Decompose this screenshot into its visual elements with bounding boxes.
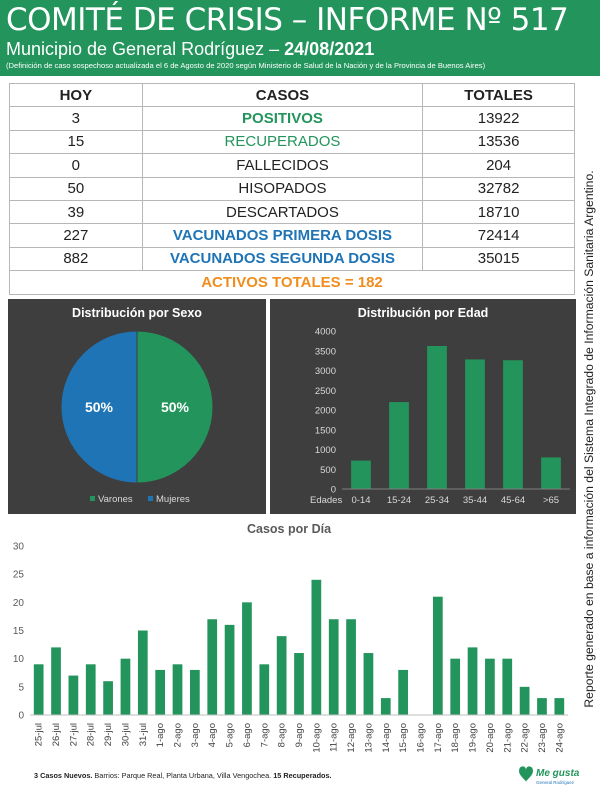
- case-label: FALLECIDOS: [142, 154, 423, 177]
- y-tick-label: 15: [12, 626, 24, 637]
- bar-0-14: [351, 461, 371, 489]
- activos-row: [10, 271, 575, 294]
- report-date: 24/08/2021: [284, 39, 375, 59]
- daily-summary: [34, 771, 332, 780]
- x-tick-label: 21-ago: [502, 723, 514, 753]
- bar-9-ago: [294, 653, 304, 715]
- y-tick-label: 0: [18, 710, 24, 722]
- x-tick-label: 17-ago: [432, 723, 444, 753]
- bar-10-ago: [311, 580, 321, 715]
- cases-table: [9, 83, 575, 295]
- x-tick-label: 28-jul: [85, 723, 97, 747]
- logo-main-text: Me gusta: [536, 768, 580, 779]
- y-tick-label: 1000: [314, 445, 336, 456]
- report-subtitle: [6, 38, 374, 60]
- y-tick-label: 5: [18, 682, 24, 694]
- bar-19-ago: [468, 647, 478, 715]
- x-tick-label: 16-ago: [415, 723, 427, 753]
- table-row: [10, 107, 575, 130]
- total-value: 72414: [423, 224, 575, 247]
- x-tick-label: 23-ago: [536, 723, 548, 753]
- hoy-value: 3: [10, 107, 143, 130]
- x-tick-label: 15-ago: [398, 723, 410, 753]
- hoy-value: 882: [10, 247, 143, 270]
- sex-chart-title: Distribución por Sexo: [72, 306, 202, 320]
- bar-30-jul: [121, 659, 131, 715]
- total-value: 18710: [423, 200, 575, 223]
- y-tick-label: 2500: [314, 385, 336, 397]
- total-value: 204: [423, 154, 575, 177]
- bar-22-ago: [520, 687, 530, 715]
- daily-y-axis: [13, 542, 25, 722]
- table-row: [10, 130, 575, 153]
- x-tick-label: 22-ago: [519, 723, 531, 753]
- hoy-value: 39: [10, 200, 143, 223]
- x-tick-label: 35-44: [462, 495, 488, 506]
- sex-distribution-panel: [8, 299, 266, 514]
- bar-21-ago: [502, 659, 512, 715]
- daily-bars: [34, 580, 564, 715]
- bar-6-ago: [242, 602, 252, 715]
- x-tick-label: 14-ago: [380, 723, 392, 753]
- bar-24-ago: [554, 698, 564, 715]
- pie-slices: [61, 331, 213, 483]
- bar-17-ago: [433, 597, 443, 715]
- report-title: COMITÉ DE CRISIS – INFORME Nº 517: [6, 2, 569, 38]
- x-tick-label: 25-jul: [33, 723, 45, 747]
- header-casos: CASOS: [142, 84, 423, 107]
- bar-5-ago: [225, 625, 235, 715]
- municipality-label: Municipio de General Rodríguez –: [6, 39, 285, 59]
- bar-12-ago: [346, 619, 356, 715]
- x-tick-label: 18-ago: [450, 723, 462, 753]
- y-tick-label: 10: [12, 654, 24, 666]
- bar-29-jul: [103, 681, 113, 715]
- header-totales: TOTALES: [423, 84, 575, 107]
- case-label: RECUPERADOS: [142, 130, 423, 153]
- bar-3-ago: [190, 670, 200, 715]
- new-cases-text: 3 Casos Nuevos.: [34, 771, 93, 780]
- x-tick-label: 24-ago: [554, 723, 566, 753]
- source-side-note: [578, 86, 600, 792]
- heart-icon: [519, 766, 533, 782]
- daily-chart-title: Casos por Día: [246, 522, 332, 536]
- heart-logo-icon: [512, 762, 580, 794]
- x-tick-label: 30-jul: [120, 723, 132, 747]
- header-hoy: HOY: [10, 84, 143, 107]
- legend-label: Varones: [98, 494, 133, 505]
- age-chart-title: Distribución por Edad: [357, 306, 489, 320]
- age-bar-chart: [270, 299, 576, 514]
- x-tick-label: 27-jul: [68, 723, 80, 747]
- bar-18-ago: [450, 659, 460, 715]
- y-tick-label: 500: [320, 464, 336, 476]
- total-value: 13922: [423, 107, 575, 130]
- bar-27-jul: [69, 676, 79, 715]
- bar-45-64: [503, 360, 523, 489]
- bar-13-ago: [364, 653, 374, 715]
- bar-25-34: [427, 346, 447, 489]
- bar-15-ago: [398, 670, 408, 715]
- daily-x-axis: [30, 715, 568, 753]
- y-tick-label: 20: [12, 597, 24, 609]
- case-label: POSITIVOS: [142, 107, 423, 130]
- x-tick-label: 1-ago: [155, 723, 167, 748]
- bar-1-ago: [155, 670, 165, 715]
- bar-2-ago: [173, 664, 183, 715]
- table-row: [10, 177, 575, 200]
- x-tick-label: 29-jul: [103, 723, 115, 747]
- x-tick-label: >65: [542, 495, 560, 506]
- x-tick-label: 26-jul: [51, 723, 63, 747]
- age-x-axis-title: Edades: [310, 495, 343, 506]
- legend-label: Mujeres: [156, 494, 190, 505]
- table-row: [10, 224, 575, 247]
- total-value: 35015: [423, 247, 575, 270]
- case-label: VACUNADOS SEGUNDA DOSIS: [142, 247, 423, 270]
- bar->65: [541, 457, 561, 489]
- y-tick-label: 2000: [314, 405, 336, 417]
- cases-table-body: [10, 107, 575, 271]
- x-tick-label: 7-ago: [259, 723, 271, 748]
- x-tick-label: 13-ago: [363, 723, 375, 753]
- table-row: [10, 247, 575, 270]
- total-value: 13536: [423, 130, 575, 153]
- pie-slice-label: 50%: [84, 399, 114, 415]
- bar-20-ago: [485, 659, 495, 715]
- x-tick-label: 11-ago: [328, 723, 340, 752]
- x-tick-label: 5-ago: [224, 723, 236, 748]
- activos-totales: ACTIVOS TOTALES = 182: [10, 271, 575, 294]
- age-x-axis: [310, 489, 570, 506]
- bar-35-44: [465, 359, 485, 489]
- bar-31-jul: [138, 631, 148, 716]
- case-label: VACUNADOS PRIMERA DOSIS: [142, 224, 423, 247]
- report-header: [0, 0, 600, 76]
- hoy-value: 15: [10, 130, 143, 153]
- daily-cases-chart: [0, 516, 578, 764]
- sex-pie-chart: [8, 299, 266, 514]
- y-tick-label: 0: [330, 484, 336, 496]
- hoy-value: 50: [10, 177, 143, 200]
- legend-swatch: [148, 496, 153, 501]
- bar-4-ago: [207, 619, 217, 715]
- sex-chart-legend: [90, 494, 190, 505]
- bar-14-ago: [381, 698, 391, 715]
- x-tick-label: 19-ago: [467, 723, 479, 753]
- barrios-text: Barrios: Parque Real, Planta Urbana, Villa Vengochea.: [92, 771, 274, 780]
- x-tick-label: 3-ago: [189, 723, 201, 748]
- bar-23-ago: [537, 698, 547, 715]
- daily-cases-panel: [0, 516, 578, 764]
- bar-8-ago: [277, 636, 287, 715]
- x-tick-label: 25-34: [424, 495, 450, 506]
- bar-15-24: [389, 402, 409, 489]
- pie-slice-label: 50%: [160, 399, 190, 415]
- municipality-logo: [512, 762, 580, 794]
- x-tick-label: 0-14: [351, 495, 371, 506]
- x-tick-label: 45-64: [500, 495, 526, 506]
- x-tick-label: 20-ago: [484, 723, 496, 753]
- x-tick-label: 8-ago: [276, 723, 288, 748]
- source-side-note-text: Reporte generado en base a información del Sistema Integrado de Información Sanitaria Argentino.: [582, 170, 596, 708]
- definition-note: (Definición de caso sospechoso actualizada el 6 de Agosto de 2020 según Ministerio de Salud de la Nación y de la Provincia de Buenos Aires): [6, 61, 486, 70]
- x-tick-label: 10-ago: [311, 723, 323, 753]
- case-label: HISOPADOS: [142, 177, 423, 200]
- y-tick-label: 30: [12, 541, 24, 553]
- y-tick-label: 25: [12, 569, 24, 581]
- x-tick-label: 4-ago: [207, 723, 219, 748]
- bar-7-ago: [259, 664, 269, 715]
- case-label: DESCARTADOS: [142, 200, 423, 223]
- x-tick-label: 12-ago: [346, 723, 358, 753]
- age-distribution-panel: [270, 299, 576, 514]
- legend-swatch: [90, 496, 95, 501]
- y-tick-label: 3500: [314, 346, 336, 358]
- bar-28-jul: [86, 664, 96, 715]
- x-tick-label: 15-24: [386, 495, 412, 506]
- y-tick-label: 1500: [314, 425, 336, 437]
- bar-25-jul: [34, 664, 44, 715]
- x-tick-label: 6-ago: [241, 723, 253, 748]
- x-tick-label: 9-ago: [294, 723, 305, 748]
- total-value: 32782: [423, 177, 575, 200]
- bar-26-jul: [51, 647, 61, 715]
- x-tick-label: 2-ago: [172, 723, 184, 748]
- x-tick-label: 31-jul: [137, 723, 149, 747]
- logo-sub-text: General Rodríguez: [536, 780, 575, 785]
- table-row: [10, 154, 575, 177]
- table-header-row: [10, 84, 575, 107]
- y-tick-label: 4000: [314, 326, 336, 338]
- bar-11-ago: [329, 619, 339, 715]
- y-tick-label: 3000: [314, 366, 336, 377]
- recovered-text: 15 Recuperados.: [273, 771, 332, 780]
- age-y-axis: [315, 327, 336, 496]
- table-row: [10, 200, 575, 223]
- hoy-value: 227: [10, 224, 143, 247]
- hoy-value: 0: [10, 154, 143, 177]
- age-bars: [351, 346, 561, 489]
